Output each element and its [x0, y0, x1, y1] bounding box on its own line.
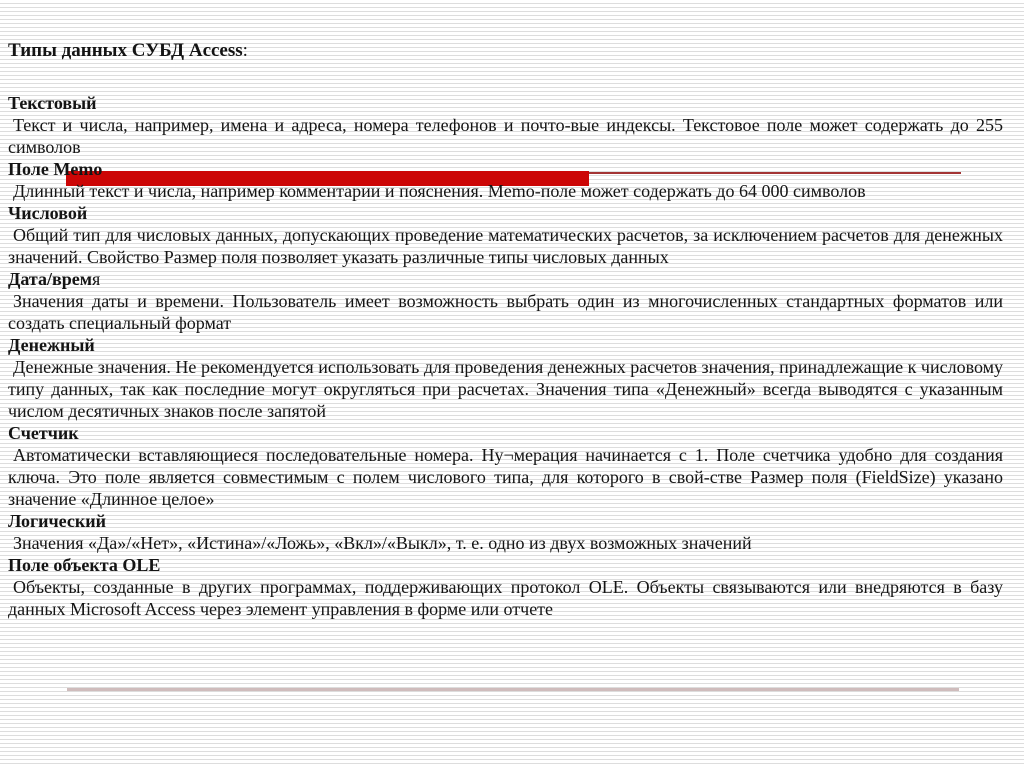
datatype-item-text	[8, 92, 1003, 158]
item-heading: Логический	[8, 511, 106, 531]
item-heading: Текстовый	[8, 93, 97, 113]
item-heading: Числовой	[8, 203, 88, 223]
item-description: Денежные значения. Не рекомендуется использовать для проведения денежных расчетов значения, принадлежащие к числовому типу данных, так как последние могут округляться при расчетах. Значения типа «Денежный» всегда выводятся с указанным числом десятичных знаков после запятой	[8, 357, 1003, 421]
slide-title-text: Типы данных СУБД Access	[8, 40, 243, 61]
item-description: Текст и числа, например, имена и адреса, номера телефонов и почто-вые индексы. Текстовое поле может содержать до 255 символов	[8, 115, 1003, 157]
slide-title	[8, 38, 1003, 64]
item-heading: Поле объекта OLE	[8, 555, 161, 575]
datatype-item-memo	[8, 158, 1003, 202]
datatype-item-boolean	[8, 510, 1003, 554]
item-description: Значения «Да»/«Нет», «Истина»/«Ложь», «Вкл»/«Выкл», т. е. одно из двух возможных значений	[13, 533, 752, 553]
datatype-item-ole	[8, 554, 1003, 620]
item-description: Общий тип для числовых данных, допускающих проведение математических расчетов, за исключением расчетов для денежных значений. Свойство Размер поля позволяет указать различные типы числовых данных	[8, 225, 1003, 267]
footer-rule	[67, 688, 959, 691]
item-heading: Дата/время	[8, 269, 101, 289]
item-heading: Счетчик	[8, 423, 79, 443]
item-description: Значения даты и времени. Пользователь имеет возможность выбрать один из многочисленных стандартных форматов или создать специальный формат	[8, 291, 1003, 333]
item-heading: Поле Memo	[8, 159, 103, 179]
item-description: Длинный текст и числа, например комментарии и пояснения. Memo-поле может содержать до 64 000 символов	[13, 181, 866, 201]
item-description: Объекты, созданные в других программах, поддерживающих протокол OLE. Объекты связываются или внедряются в базу данных Microsoft Access через элемент управления в форме или отчете	[8, 577, 1003, 619]
item-description: Автоматически вставляющиеся последовательные номера. Ну¬мерация начинается с 1. Поле счетчика удобно для создания ключа. Это поле является совместимым с полем числового типа, для которого в свой-стве Размер поля (FieldSize) указано значение «Длинное целое»	[8, 445, 1003, 509]
datatype-item-counter	[8, 422, 1003, 510]
datatype-item-datetime	[8, 268, 1003, 334]
title-gap	[8, 64, 1003, 92]
item-heading: Денежный	[8, 335, 95, 355]
datatype-item-number	[8, 202, 1003, 268]
datatype-item-currency	[8, 334, 1003, 422]
slide-content	[8, 38, 1003, 620]
slide-title-colon: :	[242, 40, 248, 61]
